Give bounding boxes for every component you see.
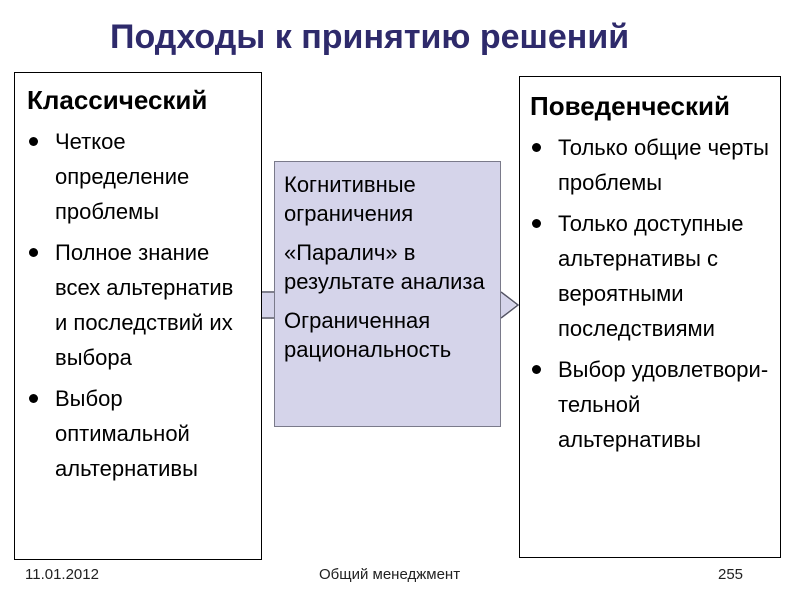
constraint-item: Ограниченная рациональность [284, 308, 452, 362]
list-item: Полное знание всех альтернатив и последствий их выбора [27, 235, 251, 375]
bullet-icon [29, 394, 38, 403]
classical-approach-box [14, 72, 262, 560]
footer-date: 11.01.2012 [25, 566, 99, 583]
bullet-icon [532, 143, 541, 152]
bullet-icon [532, 365, 541, 374]
list-item: Только доступные альтернативы с вероятными последствиями [530, 206, 772, 346]
constraint-item: Когнитивные ограничения [284, 172, 416, 226]
arrow-head [501, 293, 516, 317]
constraint-item: «Паралич» в результате анализа [284, 240, 485, 294]
arrow-body [262, 293, 274, 317]
bullet-icon [29, 248, 38, 257]
list-item: Выбор удовлетвори-тельной альтернативы [530, 352, 772, 457]
classical-heading: Классический [27, 85, 208, 115]
list-item: Только общие черты проблемы [530, 130, 772, 200]
footer-course-title: Общий менеджмент [319, 566, 461, 583]
classical-list [27, 124, 251, 486]
list-item: Выбор оптимальной альтернативы [27, 381, 251, 486]
behavioral-list [530, 130, 772, 457]
footer-page-number: 255 [718, 566, 744, 583]
list-item: Четкое определение проблемы [27, 124, 251, 229]
bullet-icon [532, 219, 541, 228]
constraints-box [274, 161, 501, 427]
behavioral-heading: Поведенческий [530, 91, 730, 121]
slide-title: Подходы к принятию решений [110, 18, 630, 56]
behavioral-approach-box [519, 76, 781, 558]
bullet-icon [29, 137, 38, 146]
